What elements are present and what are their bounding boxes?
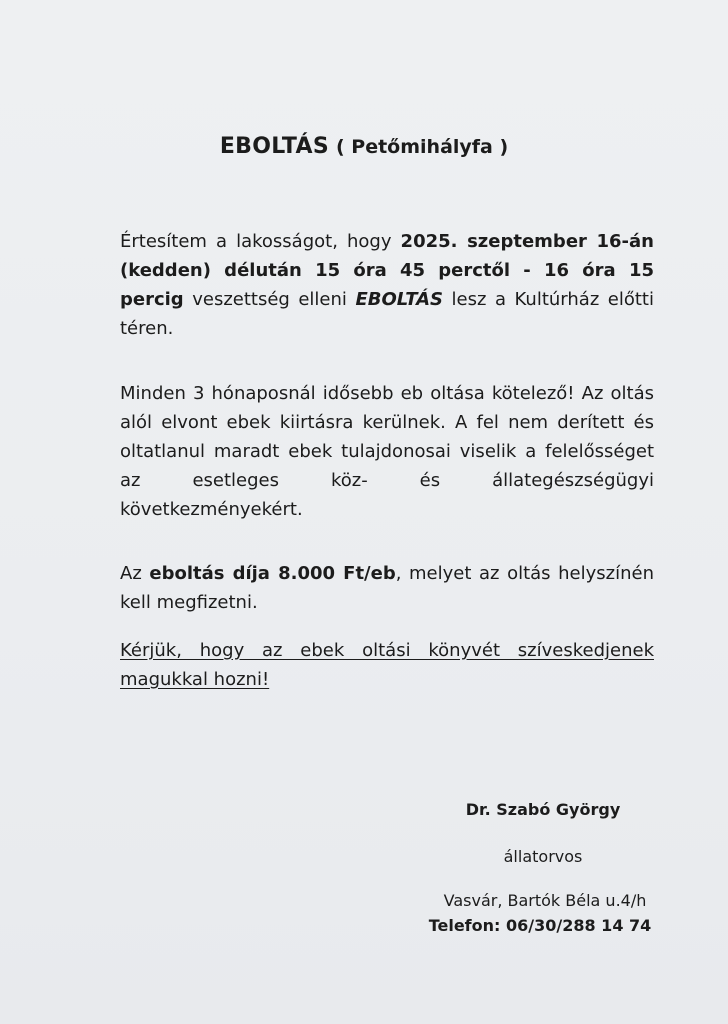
paragraph-fee [120, 559, 654, 617]
p3-text-1: Az [120, 563, 150, 584]
p1-text-1: Értesítem a lakosságot, hogy [120, 231, 401, 252]
p1-eboltas: EBOLTÁS [355, 289, 444, 310]
signature-name: Dr. Szabó György [465, 800, 621, 819]
page-title [0, 132, 728, 162]
p1-date-time: 2025. szeptember 16-án (kedden) délután 15 óra 45 perctől - 16 óra 15 percig [120, 231, 654, 310]
signature-title: állatorvos [503, 847, 583, 866]
title-location: ( Petőmihályfa ) [335, 136, 509, 158]
paragraph-announcement [120, 227, 654, 343]
signature-phone: Telefon: 06/30/288 14 74 [428, 916, 652, 935]
signature-address: Vasvár, Bartók Béla u.4/h [443, 891, 647, 910]
p1-text-2: veszettség elleni [183, 289, 356, 310]
p1-text-3: lesz a Kultúrház előtti téren. [120, 289, 654, 339]
paragraph-request: Kérjük, hogy az ebek oltási könyvét szíveskedjenek magukkal hozni! [120, 640, 654, 690]
p3-fee: eboltás díja 8.000 Ft/eb [149, 563, 396, 584]
paragraph-obligation: Minden 3 hónaposnál idősebb eb oltása kötelező! Az oltás alól elvont ebek kiirtásra kerülnek. A fel nem derített és oltatlanul maradt ebek tulajdonosai viselik a felelősséget az esetleges köz- és állategészségügyi következményekért. [120, 383, 654, 520]
p3-text-2: , melyet az oltás helyszínén kell megfizetni. [120, 563, 654, 613]
title-main: EBOLTÁS [219, 134, 329, 159]
